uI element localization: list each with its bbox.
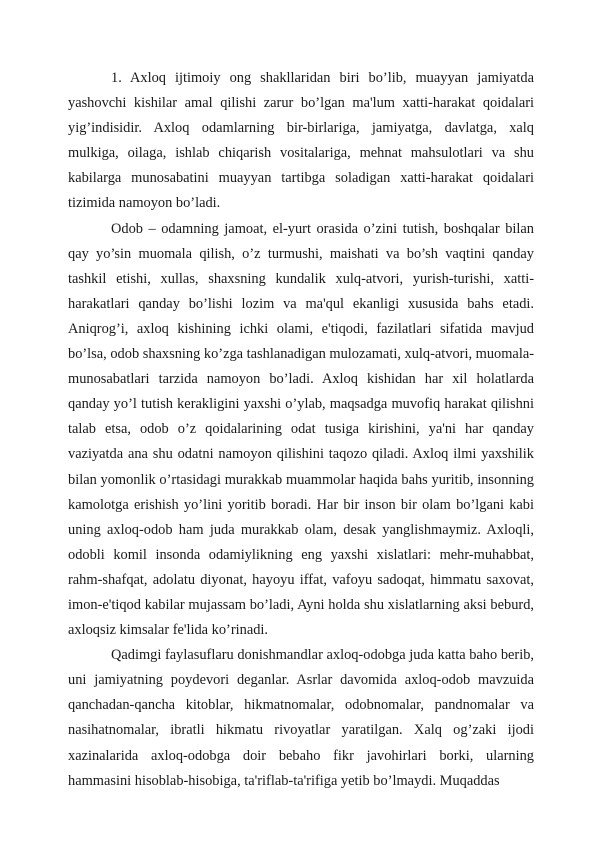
paragraph-1: 1. Axloq ijtimoiy ong shakllaridan biri bo’lib, muayyan jamiyatda yashovchi kishilar amal qilishi zarur bo’lgan ma'lum xatti-harakat qoidalari yig’indisidir. Axloq odamlarning bir-birlariga, jamiyatga, davlatga, xalq mulkiga, oilaga, ishlab chiqarish vositalariga, mehnat mahsulotlari va shu kabilarga munosabatini muayyan tartibga soladigan xatti-harakat qoidalari tizimida namoyon bo’ladi.	[68, 70, 534, 212]
paragraph-3: Qadimgi faylasuflaru donishmandlar axloq-odobga juda katta baho berib, uni jamiyatning poydevori deganlar. Asrlar davomida axloq-odob mavzuida qanchadan-qancha kitoblar, hikmatnomalar, odobnomalar, pandnomalar va nasihatnomalar, ibratli hikmatu rivoyatlar yaratilgan. Xalq og’zaki ijodi xazinalarida axloq-odobga doir bebaho fikr javohirlari borki, ularning hammasini hisoblab-hisobiga, ta'riflab-ta'rifiga yetib bo’lmaydi. Muqaddas	[68, 647, 534, 789]
paragraph-2: Odob – odamning jamoat, el-yurt orasida o’zini tutish, boshqalar bilan qay yo’sin muomala qilish, o’z turmushi, maishati va bo’sh vaqtini qanday tashkil etishi, xullas, shaxsning kundalik xulq-atvori, yurish-turishi, xatti-harakatlari qanday bo’lishi lozim va ma'qul ekanligi xususida bahs etadi. Aniqrog’i, axloq kishining ichki olami, e'tiqodi, fazilatlari sifatida mavjud bo’lsa, odob shaxsning ko’zga tashlanadigan mulozamati, xulq-atvori, muomala-munosabatlari tarzida namoyon bo’ladi. Axloq kishidan har xil holatlarda qanday yo’l tutish kerakligini yaxshi o’ylab, maqsadga muvofiq harakat qilishni talab etsa, odob o’z qoidalarining odat tusiga kirishini, ya'ni har qanday vaziyatda ana shu odatni namoyon qilishini taqozo qiladi. Axloq ilmi yaxshilik bilan yomonlik o’rtasidagi murakkab muammolar haqida bahs yuritib, insonning kamolotga erishish yo’lini yoritib boradi. Har bir inson bir olam bo’lgani kabi uning axloq-odob ham juda murakkab olam, desak yanglishmaymiz. Axloqli, odobli komil insonda odamiylikning eng yaxshi xislatlari: mehr-muhabbat, rahm-shafqat, adolatu diyonat, hayoyu iffat, vafoyu sadoqat, himmatu saxovat, imon-e'tiqod kabilar mujassam bo’ladi, Ayni holda shu xislatlarning aksi beburd, axloqsiz kimsalar fe'lida ko’rinadi.	[68, 220, 534, 639]
document-body	[68, 66, 534, 794]
